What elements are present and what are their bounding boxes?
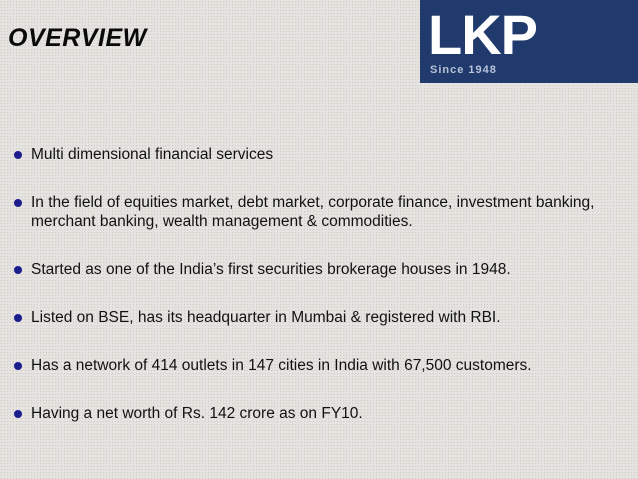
- bullet-icon: [14, 410, 22, 418]
- logo-name: LKP: [428, 3, 537, 66]
- bullet-text: In the field of equities market, debt market, corporate finance, investment banking, merchant banking, wealth management & commodities.: [31, 194, 595, 230]
- bullet-icon: [14, 199, 22, 207]
- bullet-text: Listed on BSE, has its headquarter in Mumbai & registered with RBI.: [31, 309, 501, 326]
- bullet-icon: [14, 314, 22, 322]
- bullet-icon: [14, 362, 22, 370]
- slide-title: OVERVIEW: [8, 24, 147, 52]
- lkp-logo: [420, 0, 638, 83]
- bullet-icon: [14, 151, 22, 159]
- bullet-text: Has a network of 414 outlets in 147 cities in India with 67,500 customers.: [31, 357, 532, 374]
- bullet-icon: [14, 266, 22, 274]
- bullet-text: Having a net worth of Rs. 142 crore as on FY10.: [31, 405, 363, 422]
- bullet-text: Multi dimensional financial services: [31, 146, 274, 163]
- logo-tagline: Since 1948: [430, 64, 497, 76]
- bullet-text: Started as one of the India’s first securities brokerage houses in 1948.: [31, 261, 511, 278]
